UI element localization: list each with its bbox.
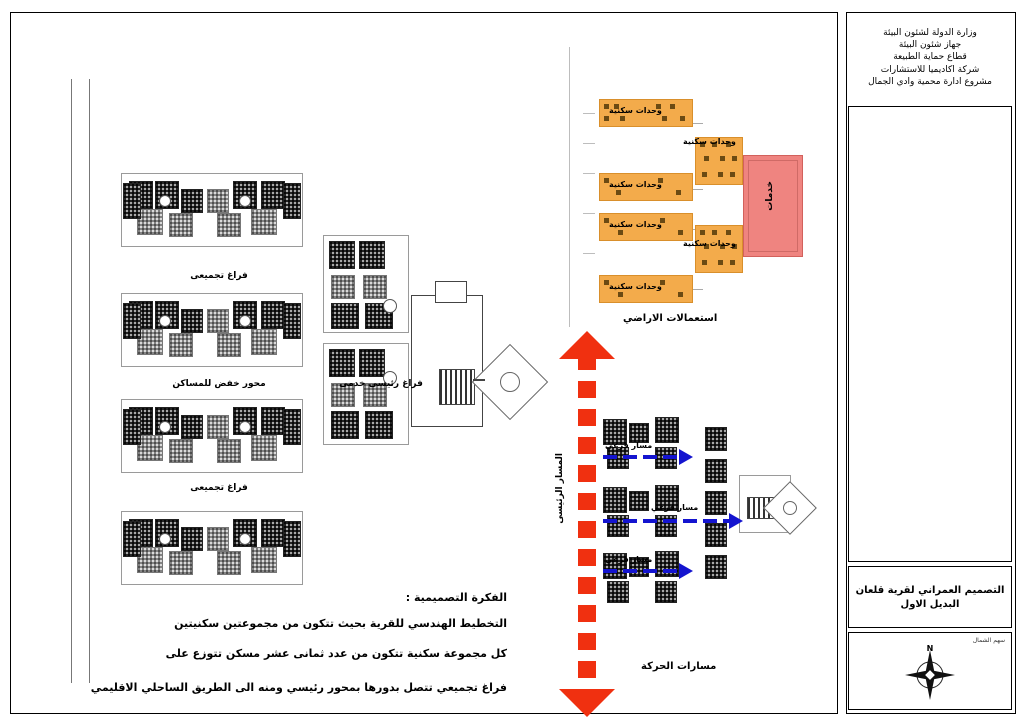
landuse-residential-label: وحدات سكنية bbox=[609, 180, 662, 189]
central-services-wing bbox=[435, 281, 467, 303]
landuse-services-label: خدمات bbox=[765, 181, 775, 211]
sub-axis-arrowhead-1 bbox=[679, 449, 693, 465]
header-line-4: شركة اكاديميا للاستشارات bbox=[880, 64, 980, 75]
landuse-title: استعمالات الاراضي bbox=[623, 313, 718, 324]
axis-connector bbox=[473, 379, 485, 381]
sub-axis-label-1: مسار فرعي bbox=[605, 441, 653, 450]
legend-empty-panel bbox=[848, 106, 1012, 562]
central-services-building bbox=[411, 295, 483, 427]
title-block-line-1: التصميم العمراني لقرية قلعان bbox=[855, 584, 1005, 596]
north-arrow-caption: سهم الشمال bbox=[972, 637, 1005, 644]
movement-node-circle bbox=[783, 501, 797, 515]
label-gathering-space-2: فراغ تجميعى bbox=[190, 483, 248, 493]
sub-axis-arrow-1 bbox=[603, 455, 681, 459]
header-line-1: وزارة الدولة لشئون البيئة bbox=[883, 27, 977, 38]
movement-title: مسارات الحركة bbox=[641, 661, 717, 672]
road-edge-left bbox=[71, 79, 72, 683]
north-arrow-panel bbox=[848, 632, 1012, 710]
main-axis-label: المسار الرئيسى bbox=[555, 453, 565, 524]
label-gathering-space-1: فراغ تجميعى bbox=[190, 271, 248, 281]
concept-line-2: كل مجموعة سكنية تتكون من عدد ثمانى عشر مسكن تتوزع على bbox=[165, 647, 507, 660]
stair-hatch-main bbox=[439, 369, 475, 405]
sub-axis-arrow-2 bbox=[603, 519, 731, 523]
concept-line-1: التخطيط الهندسي للقرية بحيث تتكون من مجموعتين سكنيتين bbox=[174, 617, 507, 630]
sub-axis-arrowhead-2 bbox=[729, 513, 743, 529]
concept-line-3: فراغ تجميعي تتصل بدورها بمحور رئيسي ومنه الى الطريق الساحلي الاقليمي bbox=[90, 681, 507, 694]
sub-axis-arrowhead-3 bbox=[679, 563, 693, 579]
landuse-residential-label: وحدات سكنية bbox=[609, 220, 662, 229]
landuse-residential-label: وحدات سكنية bbox=[609, 282, 662, 291]
main-drawing-frame bbox=[10, 12, 838, 714]
label-housing-axis: محور خفض للمساكن bbox=[172, 379, 266, 389]
road-edge-left-2 bbox=[89, 79, 90, 683]
compass-icon bbox=[901, 642, 959, 704]
concept-heading: الفكرة التصميمية : bbox=[405, 591, 507, 604]
main-axis-arrowhead-bottom bbox=[559, 689, 615, 717]
header-block bbox=[848, 14, 1012, 102]
main-axis-shaft bbox=[578, 353, 596, 703]
landuse-residential-label: وحدات سكنية bbox=[683, 137, 736, 146]
landuse-residential-label: وحدات سكنية bbox=[609, 106, 662, 115]
entry-node-circle bbox=[500, 372, 520, 392]
compass-north-letter: N bbox=[926, 643, 934, 653]
sub-axis-arrow-3 bbox=[603, 569, 681, 573]
label-main-service-space: فراغ رئيسى خدمى bbox=[339, 379, 423, 389]
title-block bbox=[848, 566, 1012, 628]
title-block-line-2: البديل الاول bbox=[900, 598, 960, 610]
landuse-residential-label: وحدات سكنية bbox=[683, 239, 736, 248]
landuse-residential-block bbox=[695, 225, 743, 273]
header-line-5: مشروع ادارة محمية وادي الجمال bbox=[868, 76, 992, 87]
header-line-3: قطاع حماية الطبيعة bbox=[893, 52, 967, 63]
sub-axis-label-2: مسار فرعي bbox=[651, 503, 699, 512]
sub-axis-label-3: مسار فرعي bbox=[605, 555, 653, 564]
header-line-2: جهاز شئون البيئة bbox=[898, 40, 962, 51]
